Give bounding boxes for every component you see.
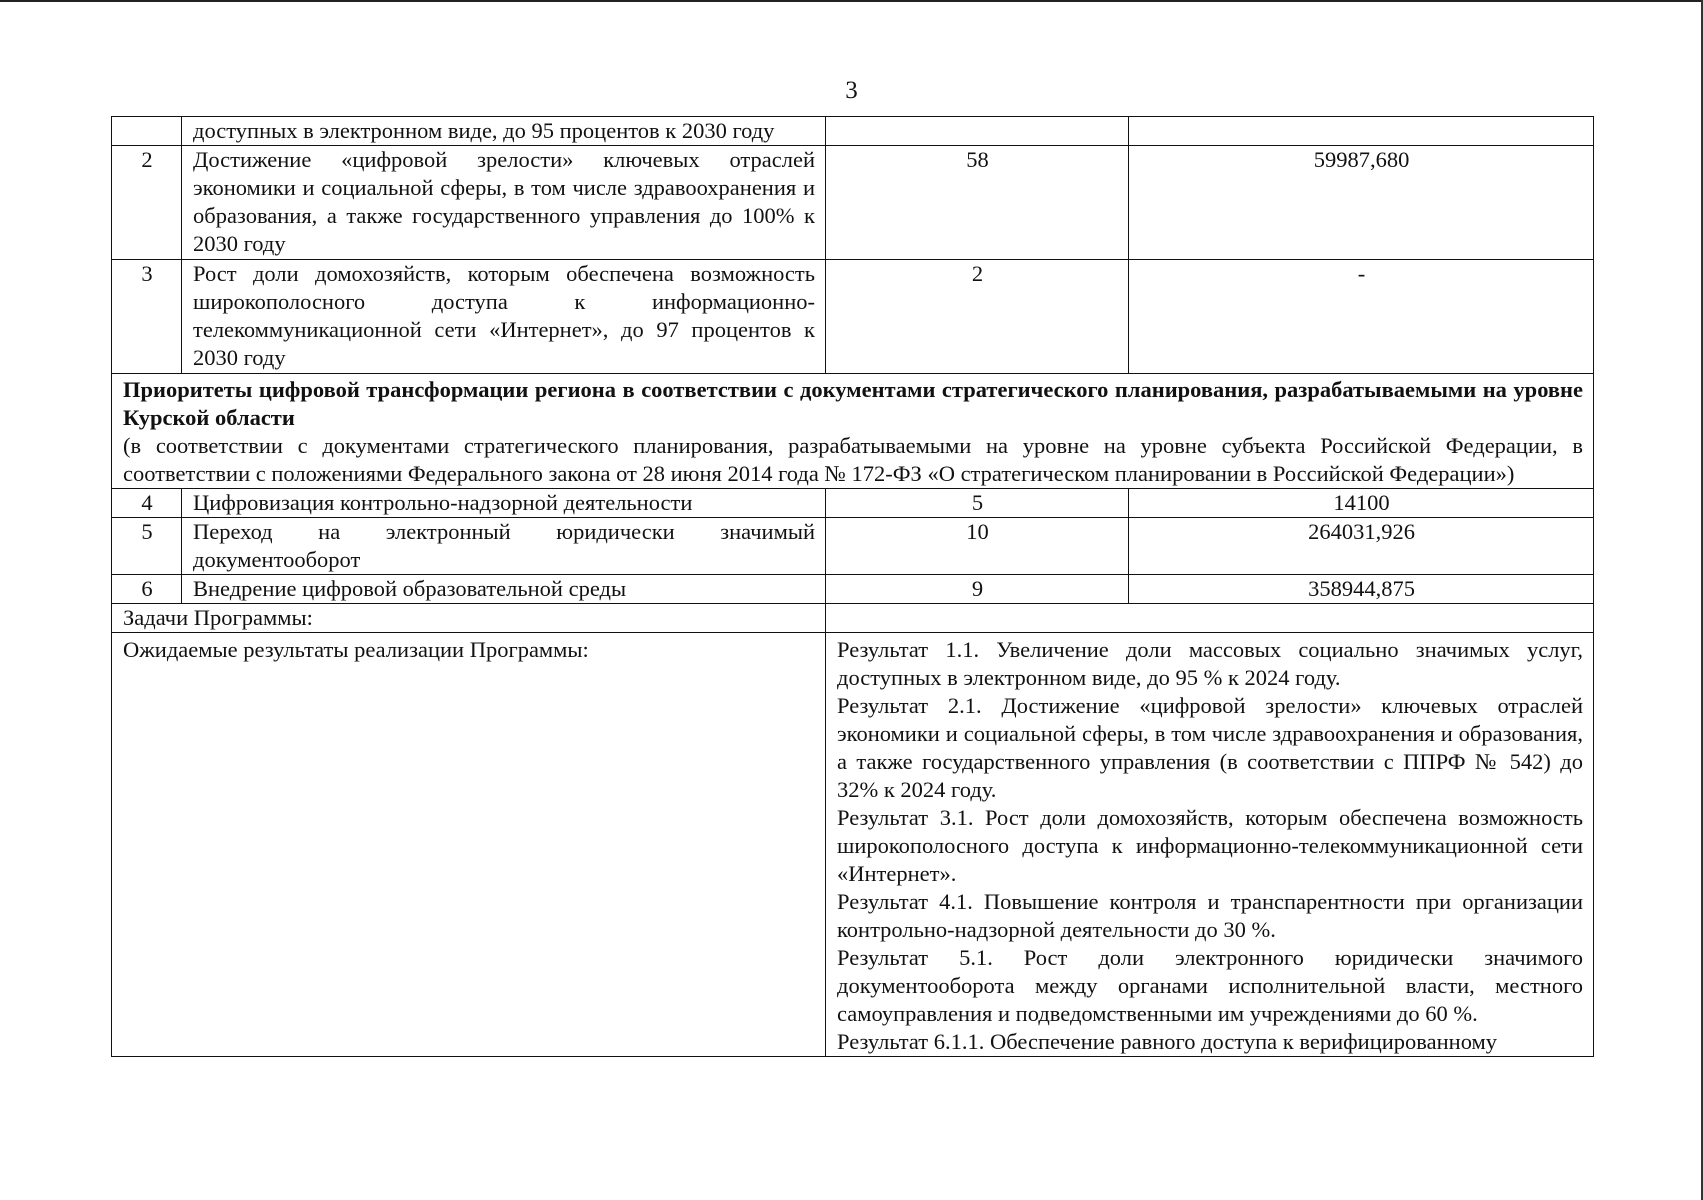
expected-results-label: Ожидаемые результаты реализации Программы: [112, 633, 826, 1057]
tasks-value [826, 604, 1594, 633]
table-row [112, 518, 1594, 575]
priorities-row [112, 374, 1594, 489]
row-number: 2 [112, 146, 182, 260]
row-value-2: - [1129, 260, 1594, 374]
row-number: 6 [112, 575, 182, 604]
row-value-2: 358944,875 [1129, 575, 1594, 604]
row-text: доступных в электронном виде, до 95 процентов к 2030 году [182, 117, 826, 146]
row-value-1: 2 [826, 260, 1129, 374]
tasks-row [112, 604, 1594, 633]
row-number [112, 117, 182, 146]
row-number: 4 [112, 489, 182, 518]
table-row [112, 489, 1594, 518]
table-row [112, 117, 1594, 146]
row-value-2: 264031,926 [1129, 518, 1594, 575]
priorities-note: (в соответствии с документами стратегического планирования, разрабатываемыми на уровне на уровне субъекта Российской Федерации, в соответствии с положениями Федерального закона от 28 июня 2014 года № 172-ФЗ «О стратегическом планировании в Российской Федерации») [123, 433, 1583, 486]
expected-results-list [826, 633, 1594, 1057]
tasks-label: Задачи Программы: [112, 604, 826, 633]
result-item: Результат 6.1.1. Обеспечение равного доступа к верифицированному [837, 1029, 1498, 1054]
result-item: Результат 5.1. Рост доли электронного юридически значимого документооборота между органами исполнительной власти, местного самоуправления и подведомственными им учреждениями до 60 %. [837, 945, 1583, 1026]
table-row [112, 260, 1594, 374]
expected-results-row [112, 633, 1594, 1057]
row-value-2: 14100 [1129, 489, 1594, 518]
row-text: Внедрение цифровой образовательной среды [182, 575, 826, 604]
scan-edge-top [0, 0, 1703, 2]
table-row [112, 575, 1594, 604]
result-item: Результат 1.1. Увеличение доли массовых социально значимых услуг, доступных в электронном виде, до 95 % к 2024 году. [837, 637, 1583, 690]
row-value-1 [826, 117, 1129, 146]
row-value-1: 9 [826, 575, 1129, 604]
result-item: Результат 4.1. Повышение контроля и транспарентности при организации контрольно-надзорной деятельности до 30 %. [837, 889, 1583, 942]
program-table [111, 116, 1594, 1057]
result-item: Результат 2.1. Достижение «цифровой зрелости» ключевых отраслей экономики и социальной сферы, в том числе здравоохранения и образования, а также государственного управления (в соответствии с ППРФ № 542) до 32% к 2024 году. [837, 693, 1583, 802]
row-text: Достижение «цифровой зрелости» ключевых отраслей экономики и социальной сферы, в том числе здравоохранения и образования, а также государственного управления до 100% к 2030 году [182, 146, 826, 260]
row-value-1: 58 [826, 146, 1129, 260]
row-text: Рост доли домохозяйств, которым обеспечена возможность широкополосного доступа к информационно-телекоммуникационной сети «Интернет», до 97 процентов к 2030 году [182, 260, 826, 374]
priorities-title: Приоритеты цифровой трансформации региона в соответствии с документами стратегического планирования, разрабатываемыми на уровне Курской области [123, 377, 1583, 430]
table-row [112, 146, 1594, 260]
row-number: 3 [112, 260, 182, 374]
row-value-2: 59987,680 [1129, 146, 1594, 260]
row-value-1: 5 [826, 489, 1129, 518]
row-value-1: 10 [826, 518, 1129, 575]
result-item: Результат 3.1. Рост доли домохозяйств, которым обеспечена возможность широкополосного доступа к информационно-телекоммуникационной сети «Интернет». [837, 805, 1583, 886]
row-text: Цифровизация контрольно-надзорной деятельности [182, 489, 826, 518]
row-number: 5 [112, 518, 182, 575]
page-number: 3 [845, 77, 858, 104]
row-value-2 [1129, 117, 1594, 146]
row-text: Переход на электронный юридически значимый документооборот [182, 518, 826, 575]
